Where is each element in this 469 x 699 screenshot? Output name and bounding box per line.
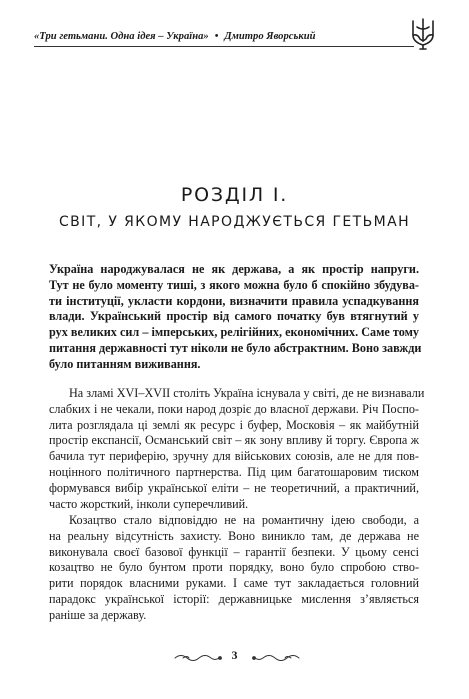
author-name: Дмитро Яворський	[224, 31, 316, 42]
text-line: виконувала своєї базової функції – гарантії безпеки. У цьому сенсі	[49, 544, 419, 559]
text-line: лита розглядала ці землі як ресурс і буфер, Московія – як майбутній	[49, 417, 419, 432]
body-paragraph	[49, 513, 419, 624]
text-line: питання державності тут ніколи не було абстрактним. Воно завжди	[49, 340, 422, 355]
text-line: було питанням виживання.	[49, 356, 201, 371]
page-number: 3	[231, 648, 238, 662]
page-footer	[0, 647, 469, 667]
text-line: На зламі XVI–XVII століть Україна існувала у світі, де не визнавали	[69, 386, 425, 400]
intro-paragraph	[49, 262, 422, 373]
text-line: бачила тут периферію, зручну для військових союзів, але не для пов-	[49, 449, 419, 464]
text-line: Україна народжувалася не як держава, а як простір напруги.	[49, 262, 419, 276]
text-line: козацтво не було бунтом проти порядку, воно було спробою ство-	[49, 560, 419, 575]
body-paragraph	[49, 386, 425, 512]
text-line: парадокс української історії: державницьке мислення з’являється	[49, 591, 419, 606]
running-header	[34, 31, 406, 42]
text-line: рити порядок власними руками. І саме тут закладається головний	[49, 576, 419, 591]
text-line: Козацтво стало відповіддю не на романтичну ідею свободи, а	[69, 513, 419, 527]
flourish-ornament-icon	[249, 651, 301, 665]
header-separator: •	[214, 31, 219, 42]
text-line: формувався вибір української еліти – не теоретичний, а практичний,	[49, 480, 419, 495]
trident-icon	[410, 17, 436, 51]
text-line: влади. Український простір від самого початку був втягнутий у	[49, 309, 419, 324]
text-line: ноцінного політичного партнерства. Під цим багатошаровим тиском	[49, 464, 419, 479]
text-line: простір експансії, Османський світ – як зону впливу й торгу. Європа ж	[49, 433, 419, 448]
chapter-title: РОЗДІЛ І.	[180, 184, 289, 206]
chapter-subtitle: СВІТ, У ЯКОМУ НАРОДЖУЄТЬСЯ ГЕТЬМАН	[58, 214, 410, 230]
text-line: ти інституції, укласти кордони, визначити правила успадкування	[49, 293, 419, 308]
text-line: слабких і не чекали, поки народ дозріє до власної держави. Річ Поспо-	[49, 401, 419, 416]
text-line: рух великих сил – імперських, релігійних, економічних. Саме тому	[49, 325, 419, 340]
book-title: «Три гетьмани. Одна ідея – Україна»	[34, 31, 209, 42]
header-rule	[34, 46, 414, 47]
text-line: Тут не було моменту тиші, з якого можна було б спокійно збудува-	[49, 277, 419, 292]
text-line: раніше за державу.	[49, 607, 147, 622]
text-line: часто жорсткий, інколи суперечливий.	[49, 496, 249, 511]
text-line: на реальну відсутність захисту. Воно виникло там, де держава не	[49, 528, 419, 543]
